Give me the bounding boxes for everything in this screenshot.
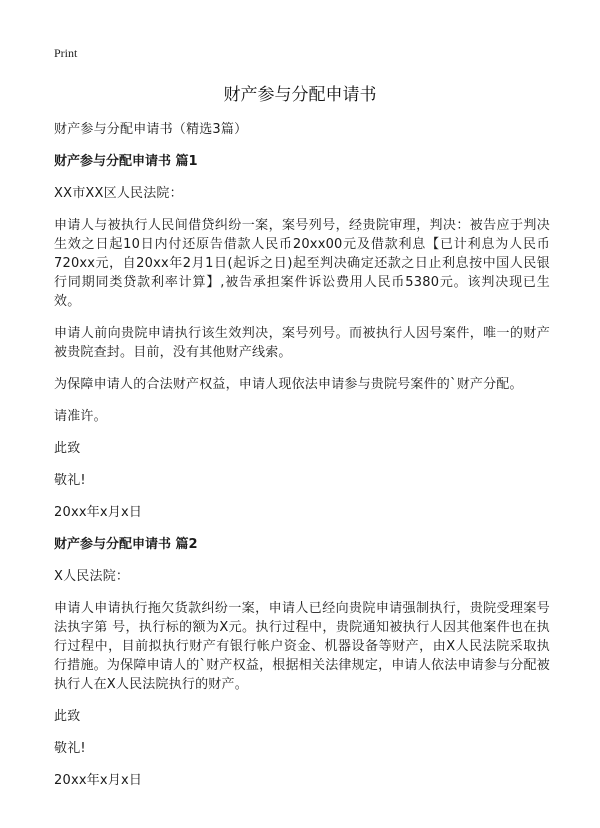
section-2-heading: 财产参与分配申请书 篇2	[54, 537, 198, 552]
section-1-closing-2: 敬礼!	[54, 473, 86, 488]
section-2-date: 20xx年x月x日	[54, 773, 143, 788]
section-1-heading: 财产参与分配申请书 篇1	[54, 154, 198, 169]
section-1-paragraph: 为保障申请人的合法财产权益，申请人现依法申请参与贵院号案件的`财产分配。	[54, 377, 523, 392]
section-1-paragraph: 请准许。	[54, 409, 107, 424]
section-2-court: X人民法院：	[54, 569, 130, 584]
print-label[interactable]: Print	[54, 46, 78, 60]
section-1-court: XX市XX区人民法院：	[54, 186, 183, 201]
section-1-paragraph: 申请人前向贵院申请执行该生效判决，案号列号。而被执行人因号案件，唯一的财产被贵院查封。目前，没有其他财产线索。	[54, 326, 550, 360]
section-1-closing-1: 此致	[54, 441, 81, 456]
section-1-date: 20xx年x月x日	[54, 505, 143, 520]
document-title: 财产参与分配申请书	[223, 85, 377, 105]
section-2-paragraph: 申请人申请执行拖欠货款纠纷一案，申请人已经向贵院申请强制执行，贵院受理案号法执字第 号，执行标的额为X元。执行过程中，贵院通知被执行人因其他案件也在执行过程中，目前拟执行财产有银行帐户资金、机器设备等财产，由X人民法院采取执行措施。为保障申请人的`财产权益，根据相关法律规定，申请人依法申请参与分配被执行人在X人民法院执行的财产。	[54, 601, 550, 692]
section-1-paragraph: 申请人与被执行人民间借贷纠纷一案，案号列号，经贵院审理，判决：被告应于判决生效之日起10日内付还原告借款人民币20xx00元及借款利息【已计利息为人民币720xx元，自20xx年2月1日(起诉之日)起至判决确定还款之日止利息按中国人民银行同期同类贷款利率计算】,被告承担案件诉讼费用人民币5380元。该判决现已生效。	[54, 218, 550, 309]
document-subtitle: 财产参与分配申请书（精选3篇）	[54, 122, 248, 137]
section-2-closing-1: 此致	[54, 709, 81, 724]
section-2-closing-2: 敬礼!	[54, 741, 86, 756]
document-body	[54, 120, 550, 803]
